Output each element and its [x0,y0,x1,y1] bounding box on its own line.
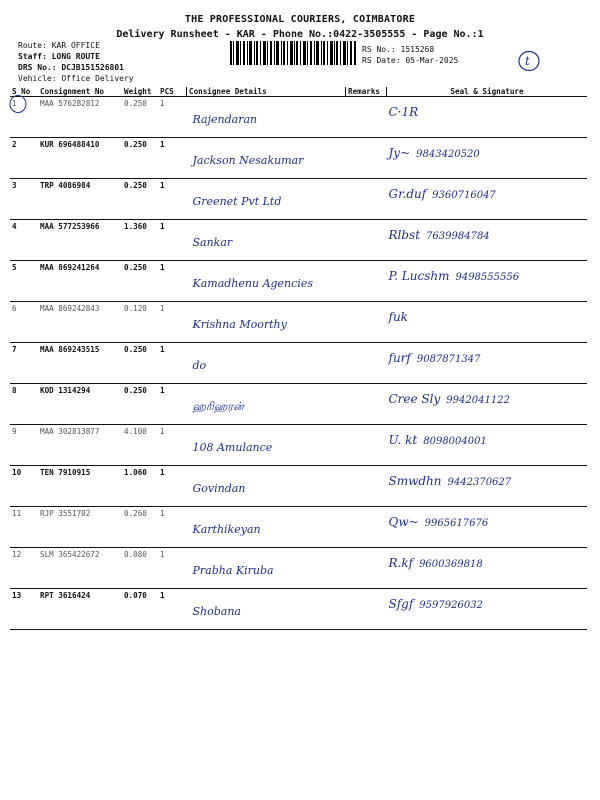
row-consignee [187,548,346,589]
row-sno: 8 [10,384,38,425]
row-remarks [346,179,387,220]
row-remarks [346,507,387,548]
table-row [10,384,587,425]
row-signature [387,261,588,302]
signature-mark: furf [388,351,411,365]
signature-mark: C·1R [388,105,419,119]
signature-mark: P. Lucshm [388,269,450,283]
row-consignment: MAA 869241264 [38,261,122,302]
signature-phone: 7639984784 [426,231,490,242]
row-pcs: 1 [158,179,187,220]
row-consignment: MAA 576282812 [38,97,122,138]
row-weight: 0.080 [122,548,158,589]
row-pcs: 1 [158,507,187,548]
row-consignee [187,384,346,425]
col-consignee: Consignee Details [187,87,346,97]
table-row [10,425,587,466]
signature-mark: fuk [388,310,408,324]
table-row [10,507,587,548]
row-remarks [346,261,387,302]
signature-phone: 9843420520 [416,149,480,160]
col-weight: Weight [122,87,158,97]
row-remarks [346,138,387,179]
circled-mark-letter: t [525,54,530,68]
signature-mark: Jy~ [388,146,411,160]
row-weight: 0.250 [122,179,158,220]
col-pcs: PCS [158,87,187,97]
row-consignee [187,179,346,220]
signature-mark: Qw~ [388,515,419,529]
consignee-handwriting: ஹரிஹரன் [192,400,244,413]
signature-mark: Sfgf [388,597,414,611]
row-sno: 6 [10,302,38,343]
row-consignee [187,589,346,630]
drs-label: DRS No.: DCJB151526801 [18,63,124,72]
col-signature: Seal & Signature [387,87,588,97]
signature-phone: 9360716047 [432,190,496,201]
route-block [18,40,134,84]
runsheet-subtitle: Delivery Runsheet - KAR - Phone No.:0422-3505555 - Page No.:1 [116,29,484,40]
row-signature [387,343,588,384]
signature-mark: R.kf [388,556,414,570]
table-row [10,179,587,220]
row-pcs: 1 [158,220,187,261]
row-signature [387,589,588,630]
row-sno: 2 [10,138,38,179]
row-pcs: 1 [158,302,187,343]
row-pcs: 1 [158,384,187,425]
company-title: THE PROFESSIONAL COURIERS, COIMBATORE [184,14,416,25]
row-consignee [187,466,346,507]
row-pcs: 1 [158,261,187,302]
row-remarks [346,466,387,507]
table-row [10,589,587,630]
signature-phone: 9442370627 [447,477,512,488]
row-sno: 11 [10,507,38,548]
row-sno: 3 [10,179,38,220]
signature-phone: 9942041122 [446,395,510,406]
runsheet-table [10,87,587,630]
signature-mark: Smwdhn [388,474,442,488]
consignee-handwriting: Kamadhenu Agencies [192,277,313,290]
signature-mark: Cree Sly [388,392,441,406]
row-weight: 1.060 [122,466,158,507]
signature-phone: 9498555556 [455,272,520,283]
consignee-handwriting: Greenet Pvt Ltd [192,195,282,208]
row-sno: 5 [10,261,38,302]
col-consignment: Consignment No [38,87,122,97]
row-remarks [346,384,387,425]
row-signature [387,302,588,343]
row-consignee [187,343,346,384]
row-pcs: 1 [158,425,187,466]
row-one-circle [9,95,27,113]
row-signature [387,179,588,220]
row-pcs: 1 [158,466,187,507]
row-consignment: RPT 3616424 [38,589,122,630]
row-signature [387,425,588,466]
row-signature [387,97,588,138]
row-weight: 1.360 [122,220,158,261]
vehicle-label: Vehicle: Office Delivery [18,74,134,83]
table-row [10,138,587,179]
consignee-handwriting: Sankar [192,236,233,249]
row-weight: 4.100 [122,425,158,466]
table-row [10,220,587,261]
row-consignment: KOD 1314294 [38,384,122,425]
row-signature [387,548,588,589]
row-remarks [346,220,387,261]
row-consignment: KUR 696488410 [38,138,122,179]
rs-date: RS Date: 05-Mar-2025 [362,56,459,65]
circled-mark [518,50,540,72]
row-remarks [346,302,387,343]
consignee-handwriting: Jackson Nesakumar [192,154,304,167]
row-consignee [187,261,346,302]
row-consignee [187,220,346,261]
consignee-handwriting: Prabha Kiruba [192,564,274,577]
consignee-handwriting: 108 Amulance [192,441,273,454]
row-consignment: TEN 7910915 [38,466,122,507]
signature-mark: Gr.duf [388,187,427,201]
row-signature [387,466,588,507]
signature-phone: 9965617676 [424,518,489,529]
row-weight: 0.070 [122,589,158,630]
row-consignment: MAA 577253966 [38,220,122,261]
row-pcs: 1 [158,548,187,589]
staff-label: Staff: LONG ROUTE [18,52,100,61]
row-weight: 0.250 [122,97,158,138]
row-consignee [187,97,346,138]
signature-mark: Rlbst [388,228,421,242]
row-signature [387,220,588,261]
barcode [230,41,356,65]
consignee-handwriting: Karthikeyan [192,523,261,536]
row-pcs: 1 [158,138,187,179]
table-row [10,261,587,302]
consignee-handwriting: Krishna Moorthy [192,318,287,331]
signature-phone: 9597926032 [419,600,483,611]
row-weight: 0.250 [122,261,158,302]
col-remarks: Remarks [346,87,387,97]
row-consignee [187,507,346,548]
table-row [10,97,587,138]
row-remarks [346,425,387,466]
consignee-handwriting: Govindan [192,482,246,495]
row-weight: 0.260 [122,507,158,548]
row-sno: 9 [10,425,38,466]
row-remarks [346,589,387,630]
row-consignment: MAA 869242843 [38,302,122,343]
table-row [10,548,587,589]
row-sno: 1 [10,97,38,138]
row-weight: 0.250 [122,138,158,179]
consignee-handwriting: Shobana [192,605,241,618]
row-consignee [187,425,346,466]
row-signature [387,507,588,548]
row-sno: 10 [10,466,38,507]
row-consignee [187,138,346,179]
row-pcs: 1 [158,97,187,138]
col-sno: S No [10,87,38,97]
row-weight: 0.250 [122,343,158,384]
table-header-row [10,87,587,97]
row-sno: 13 [10,589,38,630]
row-remarks [346,97,387,138]
row-signature [387,384,588,425]
row-sno: 7 [10,343,38,384]
row-sno: 12 [10,548,38,589]
signature-phone: 8098004001 [423,436,487,447]
consignee-handwriting: do [192,359,207,372]
consignee-handwriting: Rajendaran [192,113,258,126]
row-pcs: 1 [158,343,187,384]
route-label: Route: KAR OFFICE [18,41,100,50]
signature-mark: U. kt [388,433,418,447]
row-weight: 0.250 [122,384,158,425]
row-sno: 4 [10,220,38,261]
row-consignment: RJP 3551702 [38,507,122,548]
row-remarks [346,343,387,384]
table-row [10,466,587,507]
row-consignment: SLM 365422672 [38,548,122,589]
row-consignment: MAA 302813877 [38,425,122,466]
table-row [10,302,587,343]
row-weight: 0.120 [122,302,158,343]
row-remarks [346,548,387,589]
row-consignee [187,302,346,343]
row-pcs: 1 [158,589,187,630]
signature-phone: 9087871347 [416,354,481,365]
row-consignment: TRP 4086984 [38,179,122,220]
row-signature [387,138,588,179]
signature-phone: 9600369818 [419,559,483,570]
rs-number: RS No.: 1515268 [362,45,435,54]
rs-block [362,44,458,66]
table-row [10,343,587,384]
row-consignment: MAA 869243515 [38,343,122,384]
